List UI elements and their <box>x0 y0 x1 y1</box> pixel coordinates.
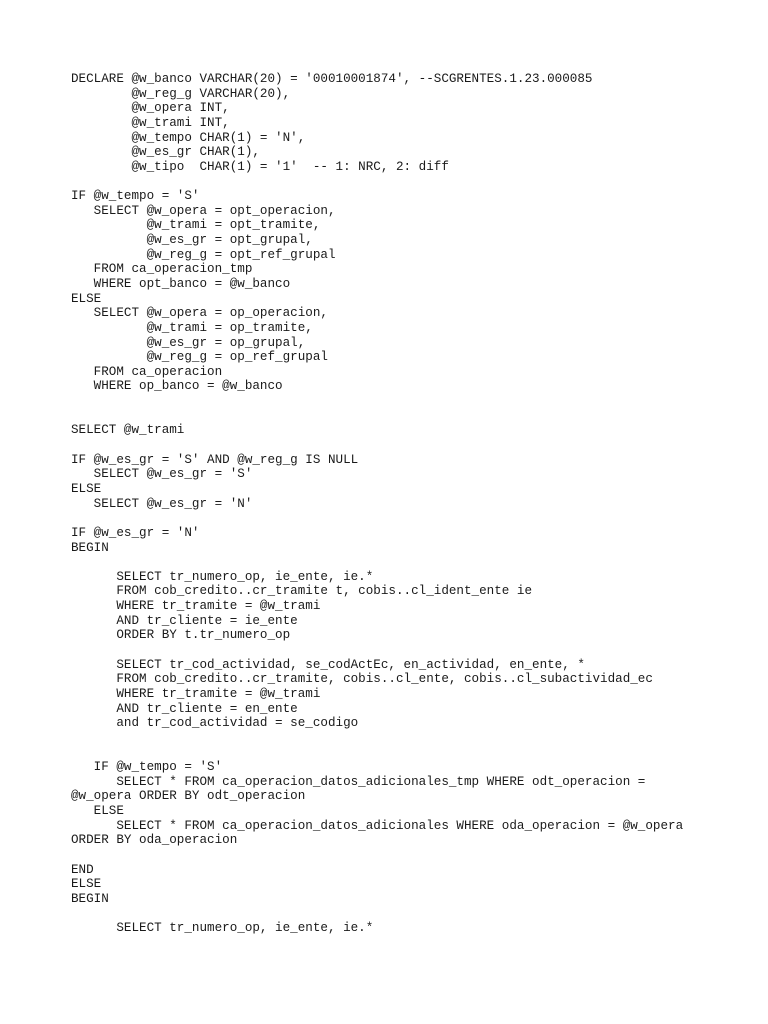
code-line: @w_reg_g = op_ref_grupal <box>71 350 328 365</box>
code-line: @w_es_gr = op_grupal, <box>71 335 306 350</box>
code-line: SELECT tr_cod_actividad, se_codActEc, en_actividad, en_ente, * <box>71 657 585 672</box>
code-line: SELECT @w_opera = op_operacion, <box>71 306 328 321</box>
code-line: FROM ca_operacion_tmp <box>71 262 253 277</box>
code-line: ELSE <box>71 481 102 496</box>
code-line: BEGIN <box>71 891 109 906</box>
code-line: ORDER BY t.tr_numero_op <box>71 628 291 643</box>
code-line: ORDER BY oda_operacion <box>71 833 238 848</box>
code-line <box>71 907 683 922</box>
code-line: BEGIN <box>71 540 109 555</box>
code-line <box>71 555 683 570</box>
code-line: WHERE op_banco = @w_banco <box>71 379 283 394</box>
code-line: AND tr_cliente = ie_ente <box>71 613 298 628</box>
code-line: @w_reg_g = opt_ref_grupal <box>71 247 336 262</box>
code-line: FROM cob_credito..cr_tramite t, cobis..cl_ident_ente ie <box>71 584 533 599</box>
code-line: @w_opera ORDER BY odt_operacion <box>71 789 306 804</box>
code-line: @w_tipo CHAR(1) = '1' -- 1: NRC, 2: diff <box>71 159 449 174</box>
code-line: IF @w_es_gr = 'S' AND @w_reg_g IS NULL <box>71 452 359 467</box>
code-line: @w_trami = opt_tramite, <box>71 218 321 233</box>
code-line <box>71 174 683 189</box>
code-line <box>71 438 683 453</box>
code-line <box>71 745 683 760</box>
code-line: @w_trami INT, <box>71 115 230 130</box>
code-line: ELSE <box>71 291 102 306</box>
code-line <box>71 643 683 658</box>
code-line <box>71 511 683 526</box>
code-line: and tr_cod_actividad = se_codigo <box>71 716 359 731</box>
code-line: WHERE opt_banco = @w_banco <box>71 276 291 291</box>
code-line: FROM cob_credito..cr_tramite, cobis..cl_ente, cobis..cl_subactividad_ec <box>71 672 653 687</box>
code-line: SELECT * FROM ca_operacion_datos_adicionales WHERE oda_operacion = @w_opera <box>71 818 684 833</box>
code-line: SELECT tr_numero_op, ie_ente, ie.* <box>71 569 374 584</box>
code-line: DECLARE @w_banco VARCHAR(20) = '00010001874', --SCGRENTES.1.23.000085 <box>71 72 593 86</box>
code-line <box>71 731 683 746</box>
code-line <box>71 848 683 863</box>
code-line: SELECT @w_opera = opt_operacion, <box>71 203 336 218</box>
code-line: SELECT * FROM ca_operacion_datos_adicionales_tmp WHERE odt_operacion = <box>71 774 646 789</box>
code-line: SELECT @w_es_gr = 'N' <box>71 496 253 511</box>
code-line: @w_opera INT, <box>71 101 230 116</box>
code-line: ELSE <box>71 877 102 892</box>
sql-code-block <box>71 72 683 936</box>
code-line <box>71 409 683 424</box>
code-line: ELSE <box>71 804 124 819</box>
code-line: @w_trami = op_tramite, <box>71 320 313 335</box>
code-line: IF @w_tempo = 'S' <box>71 760 223 775</box>
code-line: SELECT tr_numero_op, ie_ente, ie.* <box>71 921 374 936</box>
code-line: @w_es_gr = opt_grupal, <box>71 233 313 248</box>
code-line: SELECT @w_es_gr = 'S' <box>71 467 253 482</box>
code-line: @w_es_gr CHAR(1), <box>71 145 260 160</box>
code-line: @w_reg_g VARCHAR(20), <box>71 86 291 101</box>
code-line: FROM ca_operacion <box>71 364 223 379</box>
code-line: IF @w_tempo = 'S' <box>71 189 200 204</box>
code-line: IF @w_es_gr = 'N' <box>71 525 200 540</box>
code-line: SELECT @w_trami <box>71 423 185 438</box>
code-line: @w_tempo CHAR(1) = 'N', <box>71 130 306 145</box>
code-line: WHERE tr_tramite = @w_trami <box>71 686 321 701</box>
code-line: AND tr_cliente = en_ente <box>71 701 298 716</box>
code-line <box>71 394 683 409</box>
code-line: WHERE tr_tramite = @w_trami <box>71 599 321 614</box>
code-line: END <box>71 862 94 877</box>
